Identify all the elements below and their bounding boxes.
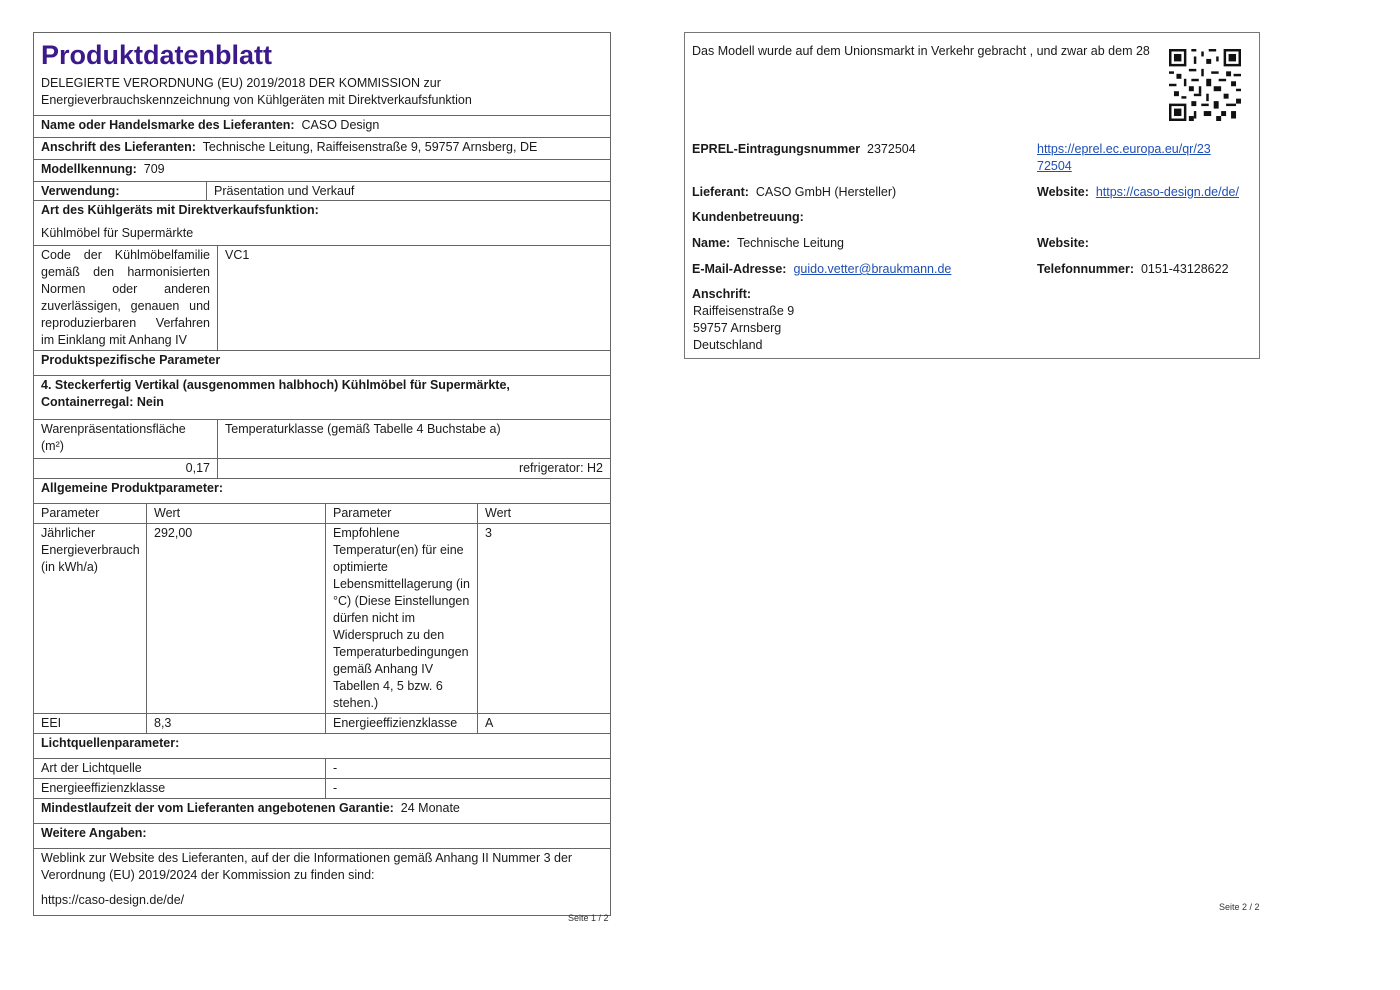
name-row [692, 235, 844, 252]
light-class-row [34, 778, 610, 798]
address-line-3: Deutschland [693, 338, 763, 352]
page-2 [684, 32, 1260, 359]
eff-class-label: Energieeffizienzklasse [325, 714, 477, 733]
use-label: Verwendung: [41, 184, 120, 198]
email-label: E-Mail-Adresse: [692, 262, 787, 276]
appliance-type-label: Art des Kühlgeräts mit Direktverkaufsfunktion: [41, 203, 319, 217]
email-link[interactable]: guido.vetter@braukmann.de [793, 262, 952, 276]
weblink-text: Weblink zur Website des Lieferanten, auf der die Informationen gemäß Anhang II Nummer 3 der Verordnung (EU) 2019/2024 der Kommission zu finden sind: [41, 851, 573, 882]
light-class-value: - [325, 779, 610, 798]
website2-row [1037, 235, 1089, 252]
warranty-value: 24 Monate [400, 801, 460, 815]
warranty-label: Mindestlaufzeit der vom Lieferanten angebotenen Garantie: [41, 801, 394, 815]
general-params-heading [34, 478, 610, 503]
regulation-line-1: DELEGIERTE VERORDNUNG (EU) 2019/2018 DER KOMMISSION zur [41, 76, 441, 90]
name-label: Name: [692, 236, 731, 250]
phone-label: Telefonnummer: [1037, 262, 1134, 276]
address-label: Anschrift: [692, 287, 752, 301]
rec-temp-label: Empfohlene Temperatur(en) für eine optimierte Lebensmittellagerung (in °C) (Diese Einstellungen dürfen nicht im Widerspruch zu den Temperaturbedingungen gemäß Anhang IV Tabellen 4, 5 bzw. 6 stehen.) [325, 524, 477, 713]
temp-class-label: Temperaturklasse (gemäß Tabelle 4 Buchstabe a) [217, 420, 610, 458]
display-area-value: 0,17 [185, 461, 210, 475]
address-block [692, 286, 794, 354]
more-info-heading [34, 823, 610, 848]
supplier-address-label: Anschrift des Lieferanten: [41, 140, 196, 154]
model-value: 709 [143, 162, 165, 176]
params-row-energy [34, 523, 610, 713]
supplier-row [692, 184, 896, 201]
qr-code-icon [1169, 49, 1241, 121]
col-header-value-1: Wert [146, 504, 325, 523]
eprel-row [692, 141, 916, 158]
light-type-value: - [325, 759, 610, 778]
weblink-block [34, 848, 610, 915]
energy-label: Jährlicher Energieverbrauch (in kWh/a) [41, 526, 140, 574]
temp-class-value: refrigerator: H2 [217, 459, 610, 478]
display-area-header-row [34, 419, 610, 458]
weblink-url: https://caso-design.de/de/ [41, 893, 185, 907]
family-code-label: Code der Kühlmöbelfamilie gemäß den harmonisierten Normen oder anderen zuverlässigen, genauen und reproduzierbaren Verfahren im Einklang mit Anhang IV [41, 248, 210, 347]
family-code-value: VC1 [217, 246, 610, 350]
col-header-parameter-1: Parameter [41, 506, 100, 520]
customer-service-label: Kundenbetreuung: [692, 210, 804, 224]
use-row [34, 181, 610, 200]
website-label: Website: [1037, 185, 1089, 199]
rec-temp-value: 3 [477, 524, 610, 713]
website2-label: Website: [1037, 236, 1089, 250]
use-value: Präsentation und Verkauf [206, 182, 610, 200]
eprel-label: EPREL-Eintragungsnummer [692, 142, 861, 156]
market-text-value: Das Modell wurde auf dem Unionsmarkt in Verkehr gebracht , und zwar ab dem 28 [692, 44, 1150, 58]
display-area-value-row [34, 458, 610, 478]
light-class-label: Energieeffizienzklasse [41, 781, 166, 795]
address-line-1: Raiffeisenstraße 9 [693, 304, 795, 318]
light-params-heading [34, 733, 610, 758]
supplier-name-row [34, 115, 610, 137]
email-row [692, 261, 951, 278]
supplier-label: Lieferant: [692, 185, 749, 199]
eprel-link-line-2[interactable]: 72504 [1037, 159, 1072, 173]
energy-value: 292,00 [146, 524, 325, 713]
category-heading [34, 375, 610, 419]
more-info-text: Weitere Angaben: [41, 826, 147, 840]
light-type-label: Art der Lichtquelle [41, 761, 142, 775]
warranty-row [34, 798, 610, 823]
supplier-name-value: CASO Design [301, 118, 380, 132]
market-text [692, 43, 1164, 60]
eff-class-value: A [477, 714, 610, 733]
page-2-footer: Seite 2 / 2 [1219, 902, 1260, 912]
supplier-address-row [34, 137, 610, 159]
address-line-2: 59757 Arnsberg [693, 321, 782, 335]
page-1 [33, 32, 611, 916]
light-type-row [34, 758, 610, 778]
supplier-name-label: Name oder Handelsmarke des Lieferanten: [41, 118, 295, 132]
page-1-footer: Seite 1 / 2 [568, 913, 609, 923]
header-block [34, 33, 610, 115]
name-value: Technische Leitung [736, 236, 844, 250]
col-header-parameter-2: Parameter [325, 504, 477, 523]
model-row [34, 159, 610, 181]
supplier-address-value: Technische Leitung, Raiffeisenstraße 9, 59757 Arnsberg, DE [202, 140, 538, 154]
model-label: Modellkennung: [41, 162, 137, 176]
page-title: Produktdatenblatt [41, 40, 273, 70]
display-area-label: Warenpräsentationsfläche (m²) [41, 422, 186, 453]
category-text: 4. Steckerfertig Vertikal (ausgenommen halbhoch) Kühlmöbel für Supermärkte, Containerregal: Nein [41, 378, 510, 409]
eprel-value: 2372504 [867, 142, 916, 156]
specific-params-heading [34, 350, 610, 375]
family-code-row [34, 245, 610, 350]
general-params-text: Allgemeine Produktparameter: [41, 481, 223, 495]
eei-label: EEI [41, 716, 62, 730]
col-header-value-2: Wert [477, 504, 610, 523]
supplier-value: CASO GmbH (Hersteller) [755, 185, 897, 199]
phone-value: 0151-43128622 [1140, 262, 1229, 276]
website-row [1037, 184, 1239, 201]
specific-params-text: Produktspezifische Parameter [41, 353, 221, 367]
appliance-type-value: Kühlmöbel für Supermärkte [41, 226, 194, 240]
eei-value: 8,3 [146, 714, 325, 733]
phone-row [1037, 261, 1229, 278]
light-params-text: Lichtquellenparameter: [41, 736, 180, 750]
params-table-header [34, 503, 610, 523]
eprel-link-line-1[interactable]: https://eprel.ec.europa.eu/qr/23 [1037, 142, 1211, 156]
appliance-type-row [34, 200, 610, 245]
customer-service-row [692, 209, 804, 226]
regulation-line-2: Energieverbrauchskennzeichnung von Kühlgeräten mit Direktverkaufsfunktion [41, 93, 472, 107]
website-link[interactable]: https://caso-design.de/de/ [1095, 185, 1239, 199]
params-row-eei [34, 713, 610, 733]
eprel-link[interactable] [1037, 141, 1211, 175]
